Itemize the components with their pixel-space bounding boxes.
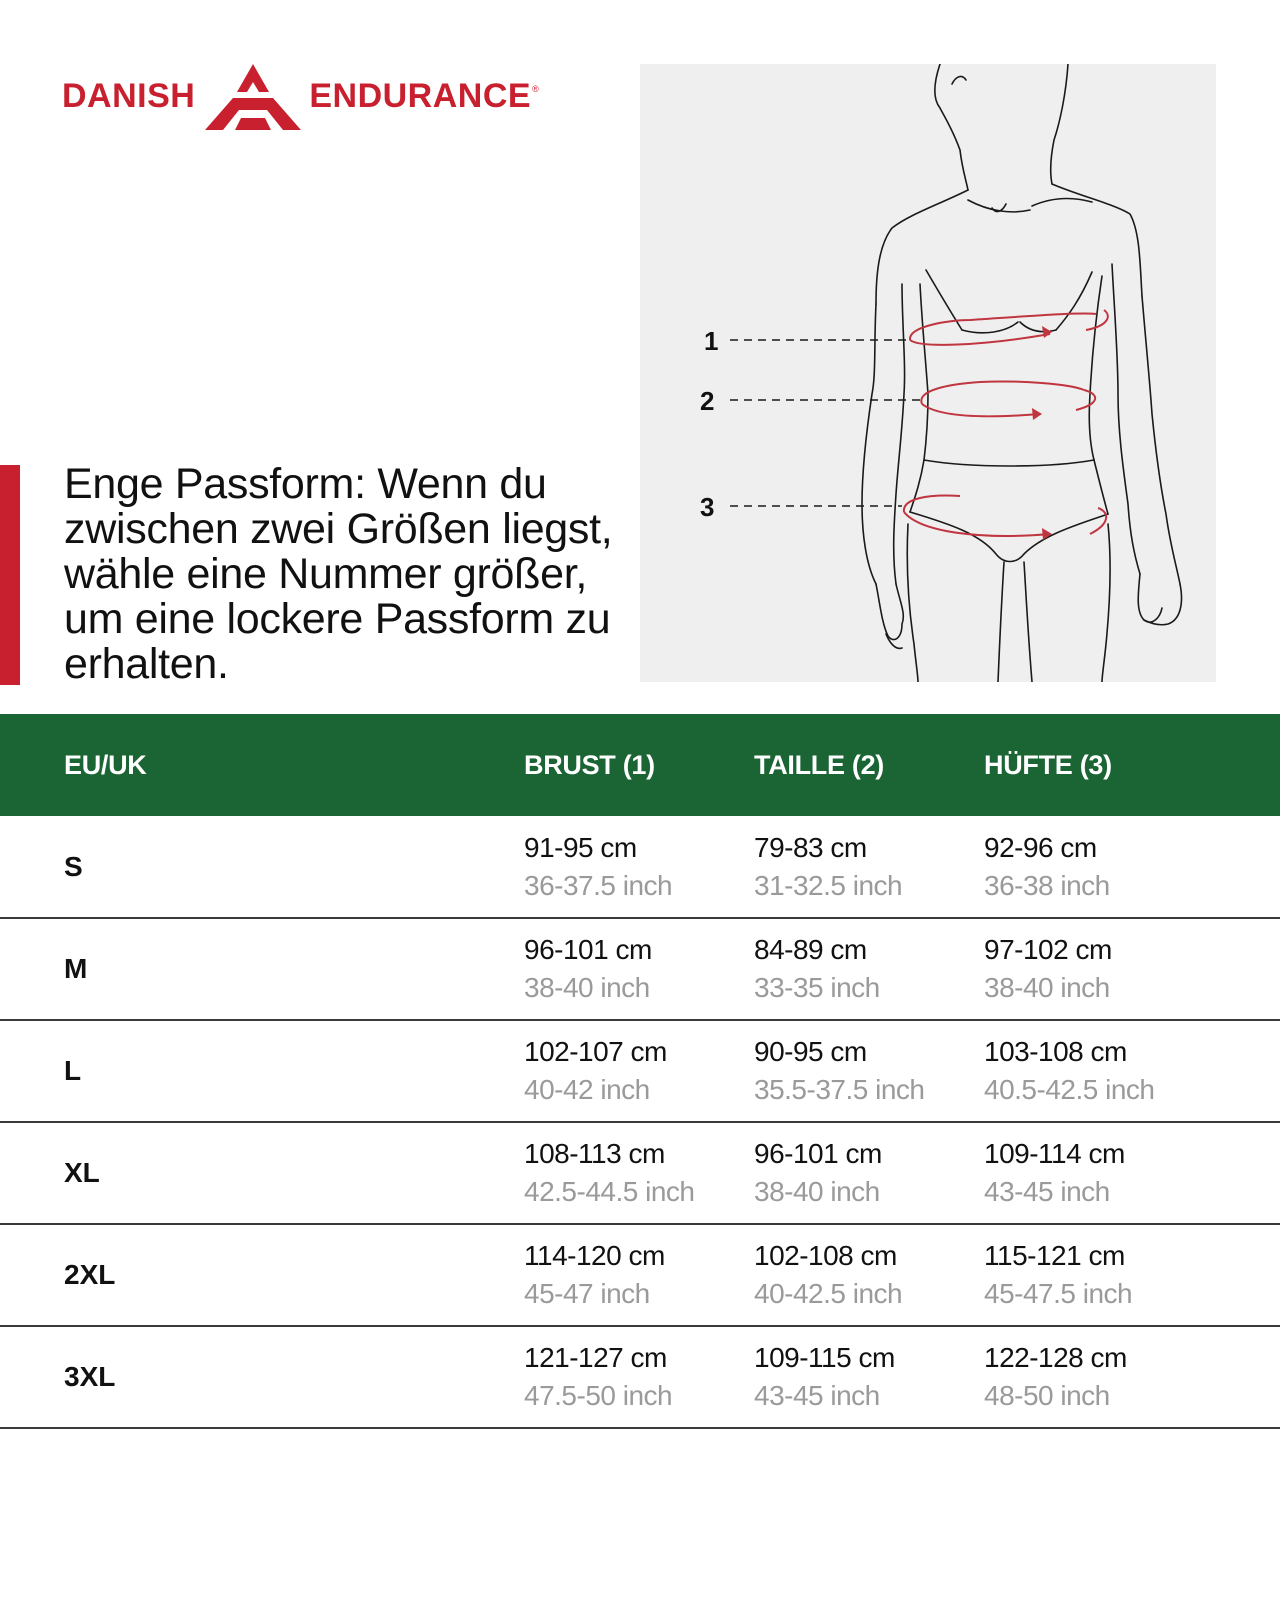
chest-cm: 96-101 cm (524, 934, 652, 965)
table-row (0, 1326, 1280, 1428)
size-chart-table (0, 714, 1280, 1429)
hip-cell (984, 1224, 1280, 1326)
waist-cm: 90-95 cm (754, 1036, 867, 1067)
waist-cell (754, 816, 984, 918)
waist-inch: 40-42.5 inch (754, 1278, 903, 1309)
brand-mountain-icon (203, 62, 303, 130)
fit-note-text: Enge Passform: Wenn du zwischen zwei Größen liegst, wähle eine Nummer größer, um eine lockere Passform zu erhalten. (64, 460, 613, 688)
header-size: EU/UK (64, 749, 147, 780)
waist-cm: 109-115 cm (754, 1342, 895, 1373)
hip-cm: 122-128 cm (984, 1342, 1127, 1373)
chest-cm: 108-113 cm (524, 1138, 665, 1169)
size-chart-body (0, 816, 1280, 1428)
hip-cm: 97-102 cm (984, 934, 1112, 965)
waist-inch: 35.5-37.5 inch (754, 1074, 925, 1105)
chest-cell (524, 1326, 754, 1428)
size-label: XL (64, 1157, 100, 1188)
chest-cell (524, 1122, 754, 1224)
waist-cell (754, 1326, 984, 1428)
table-row (0, 918, 1280, 1020)
waist-inch: 43-45 inch (754, 1380, 880, 1411)
registered-mark: ® (532, 84, 539, 94)
waist-cell (754, 1020, 984, 1122)
hip-inch: 48-50 inch (984, 1380, 1110, 1411)
chest-inch: 42.5-44.5 inch (524, 1176, 695, 1207)
size-chart-header (0, 714, 1280, 816)
hip-inch: 36-38 inch (984, 869, 1110, 901)
table-row (0, 1224, 1280, 1326)
waist-cm: 102-108 cm (754, 1240, 897, 1271)
hip-inch: 40.5-42.5 inch (984, 1074, 1155, 1105)
hip-inch: 45-47.5 inch (984, 1278, 1133, 1309)
waist-inch: 38-40 inch (754, 1176, 880, 1207)
chest-cm: 121-127 cm (524, 1342, 667, 1373)
chest-cell (524, 1224, 754, 1326)
table-row (0, 1020, 1280, 1122)
chest-cm: 91-95 cm (524, 831, 637, 863)
size-label: 3XL (64, 1361, 116, 1392)
hip-cell (984, 1326, 1280, 1428)
chest-cell (524, 1020, 754, 1122)
waist-inch: 33-35 inch (754, 972, 880, 1003)
chest-inch: 38-40 inch (524, 972, 650, 1003)
brand-word-left: DANISH (62, 77, 196, 115)
chest-inch: 36-37.5 inch (524, 869, 673, 901)
brand-logo (62, 62, 539, 130)
table-header-row (0, 714, 1280, 816)
waist-cell (754, 1122, 984, 1224)
chest-cm: 114-120 cm (524, 1240, 665, 1271)
callout-3-label: 3 (700, 492, 715, 522)
chest-cm: 102-107 cm (524, 1036, 667, 1067)
chest-inch: 40-42 inch (524, 1074, 650, 1105)
waist-cm: 79-83 cm (754, 831, 867, 863)
hip-cell (984, 1020, 1280, 1122)
header-hip: HÜFTE (3) (984, 749, 1112, 780)
waist-cell (754, 1224, 984, 1326)
table-row (0, 1122, 1280, 1224)
size-label: L (64, 1055, 82, 1086)
hip-cm: 115-121 cm (984, 1240, 1125, 1271)
hip-inch: 43-45 inch (984, 1176, 1110, 1207)
chest-cell (524, 918, 754, 1020)
header-chest: BRUST (1) (524, 749, 655, 780)
body-outline-illustration (640, 64, 1216, 682)
hip-cell (984, 918, 1280, 1020)
waist-inch: 31-32.5 inch (754, 869, 903, 901)
hip-cm: 103-108 cm (984, 1036, 1127, 1067)
size-label: S (64, 850, 83, 882)
header-waist: TAILLE (2) (754, 749, 884, 780)
chest-inch: 47.5-50 inch (524, 1380, 673, 1411)
waist-cm: 96-101 cm (754, 1138, 882, 1169)
size-label: 2XL (64, 1259, 116, 1290)
hip-inch: 38-40 inch (984, 972, 1110, 1003)
waist-cell (754, 918, 984, 1020)
measurement-figure (640, 64, 1216, 682)
fit-note-accent-bar (0, 465, 20, 685)
chest-inch: 45-47 inch (524, 1278, 650, 1309)
brand-word-right: ENDURANCE (309, 77, 532, 115)
hip-cell (984, 1122, 1280, 1224)
hip-cell (984, 816, 1280, 918)
size-label: M (64, 953, 88, 984)
hip-cm: 92-96 cm (984, 831, 1097, 863)
chest-cell (524, 816, 754, 918)
callout-1-label: 1 (704, 326, 719, 356)
waist-cm: 84-89 cm (754, 934, 867, 965)
table-row (0, 816, 1280, 918)
hip-cm: 109-114 cm (984, 1138, 1125, 1169)
callout-2-label: 2 (700, 386, 715, 416)
